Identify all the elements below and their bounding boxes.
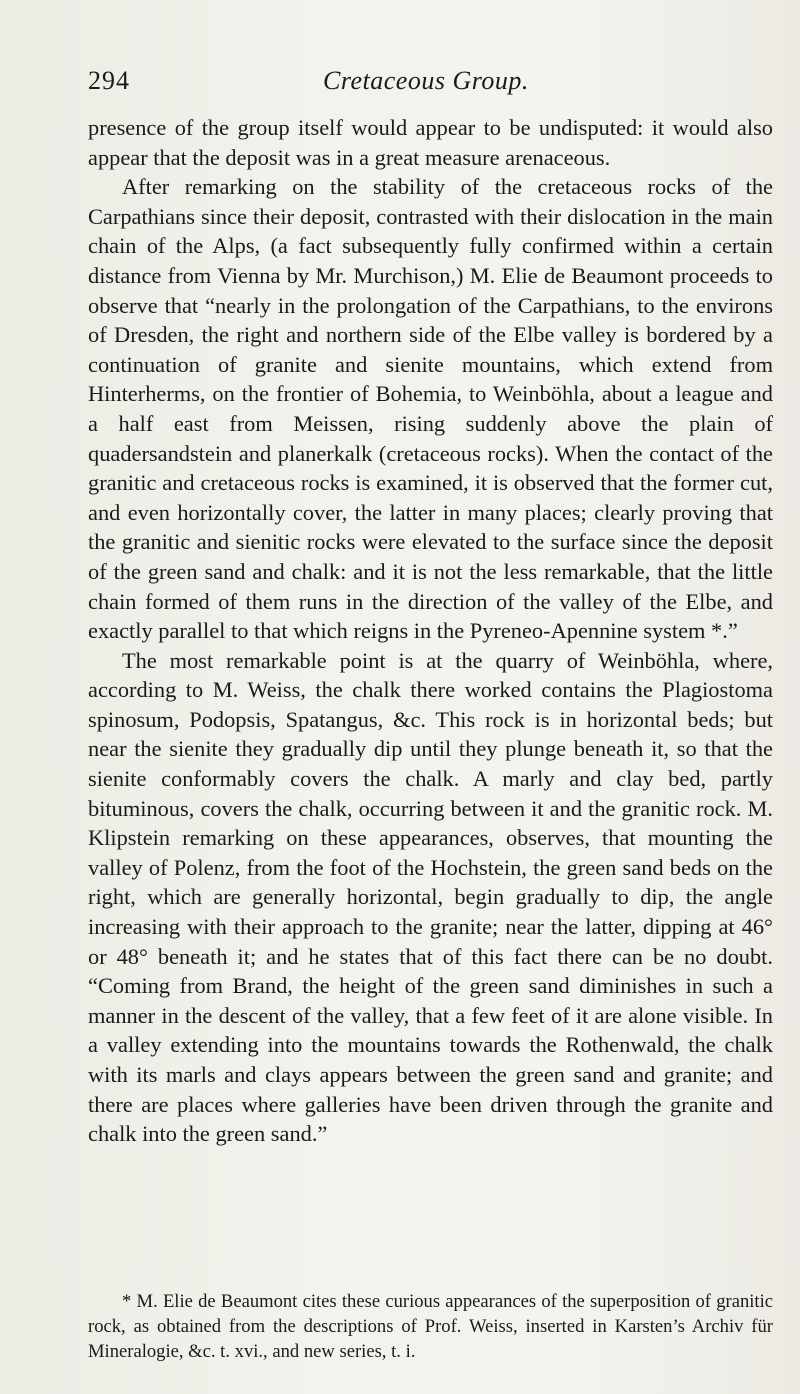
footnote-text: * M. Elie de Beaumont cites these curious appearances of the superposition of granitic rock, as obtained from the descriptions of Prof. Weiss, inserted in Karsten’s Archiv für Mineralogie, &c. t. xvi., and new series, t. i. [88,1291,773,1362]
running-head: Cretaceous Group. [323,66,529,95]
paragraph-continued: presence of the group itself would appear to be undisputed: it would also appear that the deposit was in a great measure arenaceous. [88,115,773,170]
page-header [88,66,778,100]
page-number: 294 [88,66,130,95]
body-text [88,113,773,1149]
paragraph-weinbohla: The most remarkable point is at the quarry of Weinböhla, where, according to M. Weiss, the chalk there worked contains the Plagiostoma spinosum, Podopsis, Spatangus, &c. This rock is in horizontal beds; but near the sienite they gradually dip until they plunge beneath it, so that the sienite conformably covers the chalk. A marly and clay bed, partly bituminous, covers the chalk, occurring between it and the granitic rock. M. Klipstein remarking on these appearances, observes, that mounting the valley of Polenz, from the foot of the Hochstein, the green sand beds on the right, which are generally horizontal, begin gradually to dip, the angle increasing with their approach to the granite; near the latter, dipping at 46° or 48° beneath it; and he states that of this fact there can be no doubt. “Coming from Brand, the height of the green sand diminishes in such a manner in the descent of the valley, that a few feet of it are alone visible. In a valley extending into the mountains towards the Rothenwald, the chalk with its marls and clays appears between the green sand and granite; and there are places where galleries have been driven through the granite and chalk into the green sand.” [88,647,773,1147]
footnote [88,1289,773,1364]
paragraph-beaumont: After remarking on the stability of the cretaceous rocks of the Carpathians since their deposit, contrasted with their dislocation in the main chain of the Alps, (a fact subsequently fully confirmed within a certain distance from Vienna by Mr. Murchison,) M. Elie de Beaumont proceeds to observe that “nearly in the prolongation of the Carpathians, to the environs of Dresden, the right and northern side of the Elbe valley is bordered by a continuation of granite and sienite mountains, which extend from Hinterherms, on the frontier of Bohemia, to Weinböhla, about a league and a half east from Meissen, rising suddenly above the plain of quadersandstein and planerkalk (cretaceous rocks). When the contact of the granitic and cretaceous rocks is examined, it is observed that the former cut, and even horizontally cover, the latter in many places; clearly proving that the granitic and sienitic rocks were elevated to the surface since the deposit of the green sand and chalk: and it is not the less remarkable, that the little chain formed of them runs in the direction of the valley of the Elbe, and exactly parallel to that which reigns in the Pyreneo-Apennine system *.” [88,174,773,644]
